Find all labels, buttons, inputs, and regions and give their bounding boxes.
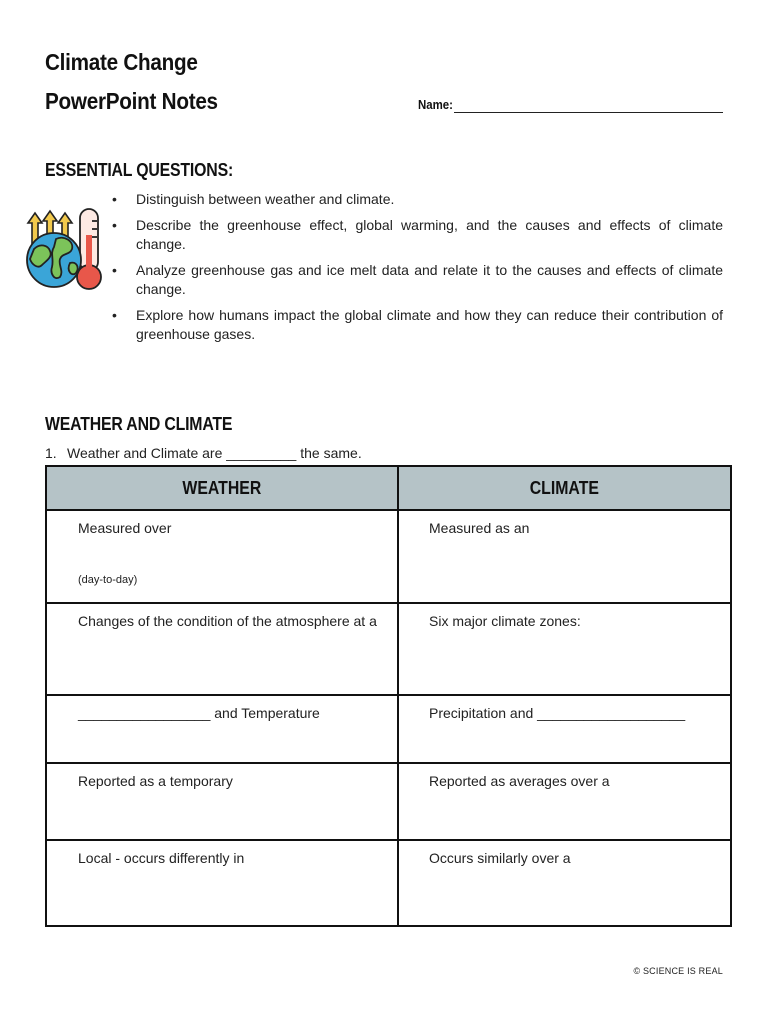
- list-item: [108, 190, 723, 209]
- question-text: Explore how humans impact the global climate and how they can reduce their contribution of greenhouse gases.: [136, 307, 723, 342]
- weather-cell-note: (day-to-day): [78, 574, 138, 586]
- weather-cell[interactable]: [46, 695, 398, 763]
- weather-cell[interactable]: [46, 840, 398, 926]
- question-1: [45, 445, 362, 461]
- table-row: [46, 510, 731, 603]
- climate-cell[interactable]: [398, 603, 731, 695]
- weather-header-label: WEATHER: [182, 477, 262, 498]
- name-label: Name:: [418, 97, 453, 112]
- table-row: [46, 763, 731, 840]
- essential-questions-list: [108, 190, 723, 351]
- climate-header-label: CLIMATE: [529, 477, 600, 498]
- climate-cell-text: Occurs similarly over a: [429, 850, 571, 866]
- question-text: Distinguish between weather and climate.: [136, 191, 395, 207]
- question-1-text: Weather and Climate are _________ the same.: [67, 445, 362, 461]
- globe-thermometer-icon: [24, 205, 106, 293]
- weather-column-header: [46, 466, 398, 510]
- weather-cell-text: _________________ and Temperature: [78, 705, 320, 721]
- table-header-row: [46, 466, 731, 510]
- bullet: •: [112, 191, 117, 207]
- page-title-line-2: PowerPoint Notes: [45, 88, 218, 114]
- weather-cell-text: Local - occurs differently in: [78, 850, 245, 866]
- climate-cell-text: Six major climate zones:: [429, 613, 581, 629]
- bullet: •: [112, 262, 117, 278]
- weather-cell-text: Measured over: [78, 520, 172, 536]
- question-number: 1.: [45, 445, 57, 461]
- bullet: •: [112, 217, 117, 233]
- question-text: Describe the greenhouse effect, global warming, and the causes and effects of climate change.: [136, 217, 723, 252]
- copyright-footer: © SCIENCE IS REAL: [633, 966, 723, 976]
- climate-cell-text: Measured as an: [429, 520, 530, 536]
- weather-cell-text: Changes of the condition of the atmosphere at a: [78, 613, 377, 629]
- page-title-line-1: Climate Change: [45, 49, 198, 75]
- weather-cell[interactable]: [46, 510, 398, 603]
- name-blank-line[interactable]: [454, 112, 723, 113]
- weather-climate-heading: WEATHER AND CLIMATE: [45, 414, 233, 434]
- bullet: •: [112, 307, 117, 323]
- essential-questions-heading: ESSENTIAL QUESTIONS:: [45, 160, 234, 180]
- name-field[interactable]: [418, 97, 723, 115]
- list-item: [108, 261, 723, 299]
- table-row: [46, 695, 731, 763]
- climate-column-header: [398, 466, 731, 510]
- weather-cell[interactable]: [46, 603, 398, 695]
- table-row: [46, 840, 731, 926]
- climate-cell[interactable]: [398, 763, 731, 840]
- list-item: [108, 306, 723, 344]
- weather-climate-table: [45, 465, 732, 927]
- weather-cell[interactable]: [46, 763, 398, 840]
- question-text: Analyze greenhouse gas and ice melt data and relate it to the causes and effects of climate change.: [136, 262, 723, 297]
- climate-cell[interactable]: [398, 840, 731, 926]
- table-row: [46, 603, 731, 695]
- climate-cell-text: Precipitation and ___________________: [429, 705, 686, 721]
- climate-cell-text: Reported as averages over a: [429, 773, 610, 789]
- weather-cell-text: Reported as a temporary: [78, 773, 233, 789]
- climate-cell[interactable]: [398, 695, 731, 763]
- list-item: [108, 216, 723, 254]
- climate-cell[interactable]: [398, 510, 731, 603]
